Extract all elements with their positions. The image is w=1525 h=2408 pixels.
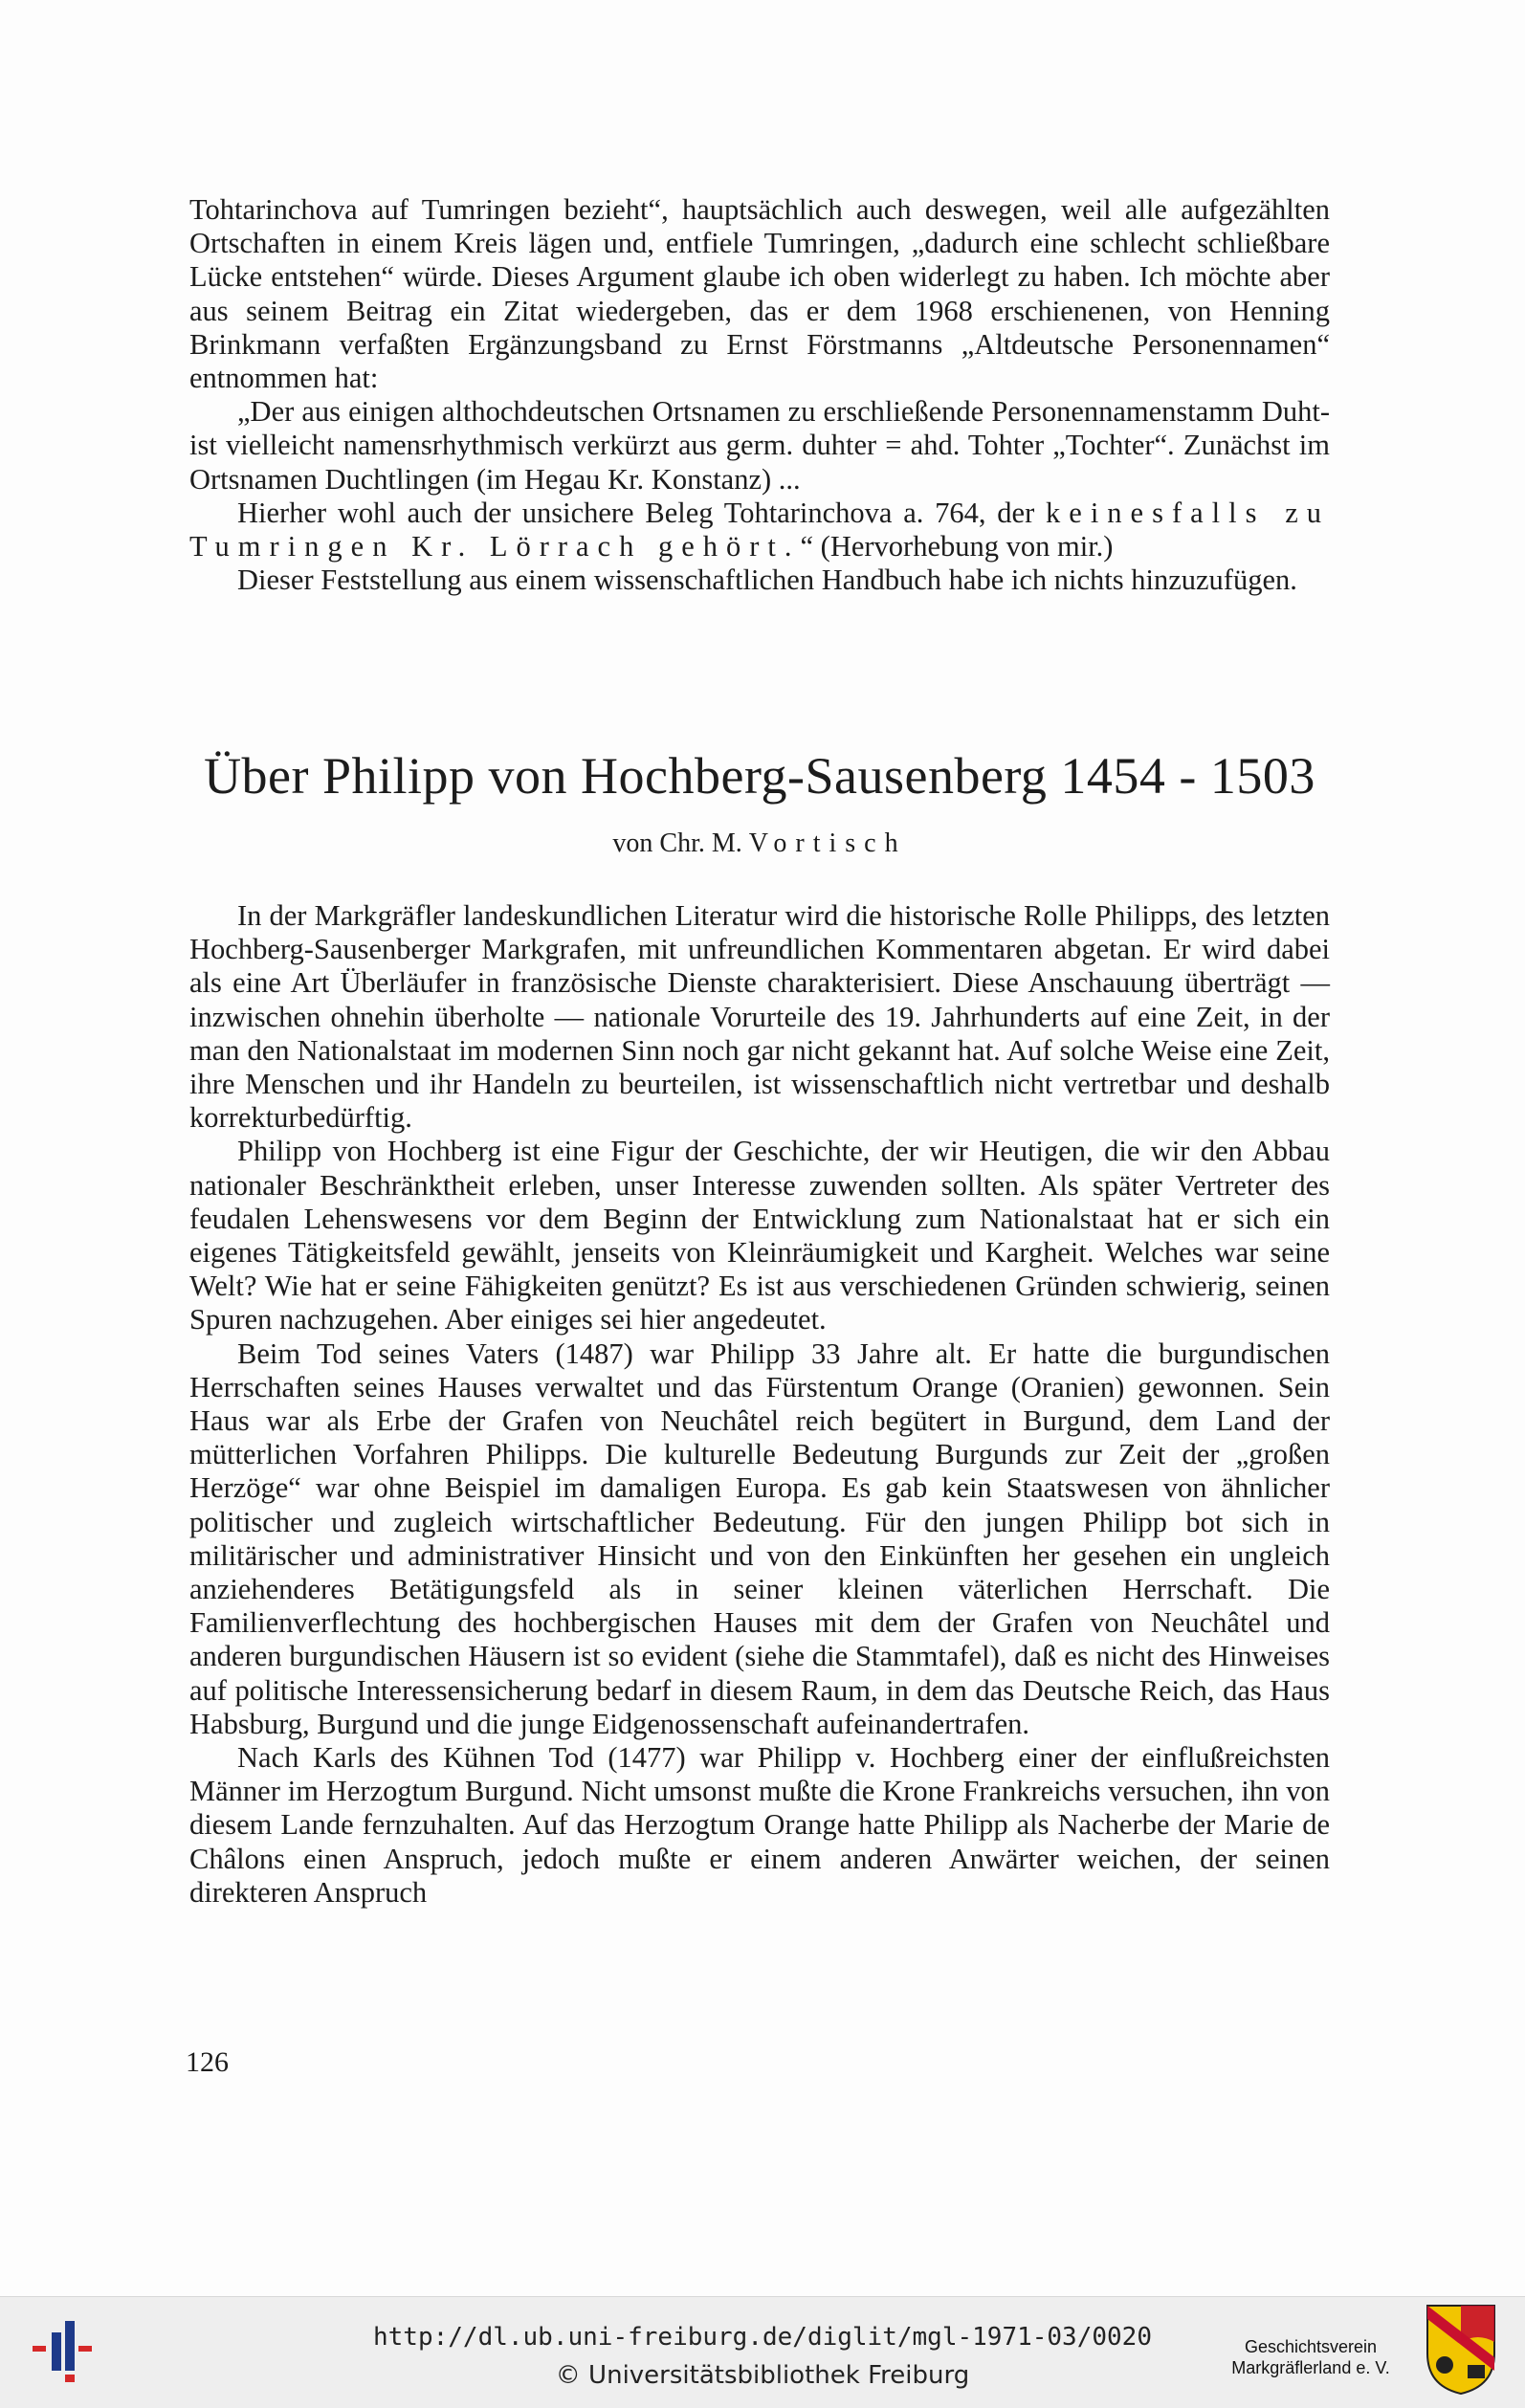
paragraph: In der Markgräfler landeskundlichen Literatur wird die historische Rolle Philipps, des letzten Hochberg-Sausenberger Markgrafen, mit unfreundlichen Kommentaren abgetan. Er wird dabei als eine Art Überläufer in französische Dienste charakterisiert. Diese Anschauung überträgt — inzwischen ohnehin überholte — nationale Vorurteile des 19. Jahrhunderts auf eine Zeit, in der man den Nationalstaat im modernen Sinn noch gar nicht gekannt hat. Auf solche Weise eine Zeit, ihre Menschen und ihr Handeln zu beurteilen, ist wissenschaftlich nicht vertretbar und deshalb korrekturbedürftig. bbox=[189, 899, 1330, 1135]
permalink[interactable]: http://dl.ub.uni-freiburg.de/diglit/mgl-1971-03/0020 bbox=[373, 2323, 1152, 2352]
coat-of-arms-icon bbox=[1426, 2304, 1496, 2396]
emphasized-text: keinesfalls zu Tumringen Kr. Lörrach gehört. bbox=[189, 496, 1331, 563]
society-name bbox=[1215, 2336, 1406, 2378]
society-line: Geschichtsverein bbox=[1244, 2337, 1378, 2356]
article-body bbox=[189, 899, 1330, 1910]
previous-article-end bbox=[189, 193, 1330, 597]
block-quote: „Der aus einigen althochdeutschen Ortsnamen zu erschließende Personennamenstamm Duht- ist vielleicht namensrhythmisch verkürzt aus germ. duhter = ahd. Tohter „Tochter“. Zunächst im Ortsnamen Duchtlingen (im Hegau Kr. Konstanz) ... bbox=[189, 395, 1330, 496]
society-line: Markgräflerland e. V. bbox=[1231, 2358, 1390, 2377]
block-quote-continued bbox=[189, 497, 1330, 563]
article-title: Über Philipp von Hochberg-Sausenberg 1454 - 1503 bbox=[204, 747, 1315, 805]
paragraph: Philipp von Hochberg ist eine Figur der Geschichte, der wir Heutigen, die wir den Abbau nationaler Beschränktheit erleben, unser Interesse zuwenden sollten. Als später Vertreter des feudalen Lehenswesens vor dem Beginn der Entwicklung zum Nationalstaat hat er sich ein eigenes Tätigkeitsfeld gewählt, jenseits von Kleinräumigkeit und Kargheit. Welches war seine Welt? Wie hat er seine Fähigkeiten genützt? Es ist aus verschiedenen Gründen schwierig, seinen Spuren nachzugehen. Aber einiges sei hier angedeutet. bbox=[189, 1135, 1330, 1337]
byline bbox=[189, 828, 1330, 859]
quote-text: Hierher wohl auch der unsichere Beleg Tohtarinchova a. 764, der bbox=[237, 496, 1035, 529]
paragraph: Nach Karls des Kühnen Tod (1477) war Philipp v. Hochberg einer der einflußreichsten Männer im Herzogtum Burgund. Nicht umsonst mußte die Krone Frankreichs versuchen, ihn von diesem Lande fernzuhalten. Auf das Herzogtum Orange hatte Philipp als Nacherbe der Marie de Châlons einen Anspruch, jedoch mußte er einem anderen Anwärter weichen, der seinen direkteren Anspruch bbox=[189, 1741, 1330, 1909]
paragraph: Tohtarinchova auf Tumringen bezieht“, hauptsächlich auch deswegen, weil alle aufgezählten Ortschaften in einem Kreis lägen und, entfiele Tumringen, „dadurch eine schlecht schließbare Lücke entstehen“ würde. Dieses Argument glaube ich oben widerlegt zu haben. Ich möchte aber aus seinem Beitrag ein Zitat wiedergeben, das er dem 1968 erschienenen, von Henning Brinkmann verfaßten Ergänzungsband zu Ernst Förstmanns „Altdeutsche Personennamen“ entnommen hat: bbox=[189, 193, 1330, 395]
byline-prefix: von Chr. M. bbox=[612, 828, 742, 858]
paragraph: Beim Tod seines Vaters (1487) war Philipp 33 Jahre alt. Er hatte die burgundischen Herrschaften seines Hauses verwaltet und das Fürstentum Orange (Oranien) gewonnen. Sein Haus war als Erbe der Grafen von Neuchâtel reich begütert in Burgund, dem Land der mütterlichen Vorfahren Philipps. Die kulturelle Bedeutung Burgunds zur Zeit der „großen Herzöge“ war ohne Beispiel im damaligen Europa. Es gab kein Staatswesen von ähnlicher politischer und zugleich wirtschaftlicher Bedeutung. Für den jungen Philipp bot sich in militärischer und administrativer Hinsicht und von den Einkünften her gesehen ein ungleich anziehenderes Betätigungsfeld als in seiner kleinen väterlichen Herrschaft. Die Familienverflechtung des hochbergischen Hauses mit dem der Grafen von Neuchâtel und anderen burgundischen Häusern ist so evident (siehe die Stammtafel), daß es nicht des Hinweises auf politische Interessensicherung bedarf in diesem Raum, in dem das Deutsche Reich, das Haus Habsburg, Burgund und die junge Eidgenossenschaft aufeinandertrafen. bbox=[189, 1337, 1330, 1740]
quote-note: “ (Hervorhebung von mir.) bbox=[800, 530, 1114, 563]
copyright-notice: © Universitätsbibliothek Freiburg bbox=[555, 2361, 970, 2390]
page-number: 126 bbox=[186, 2046, 229, 2078]
paragraph: Dieser Feststellung aus einem wissenschaftlichen Handbuch habe ich nichts hinzuzufügen. bbox=[237, 563, 1297, 597]
author-name: Vortisch bbox=[748, 828, 907, 858]
